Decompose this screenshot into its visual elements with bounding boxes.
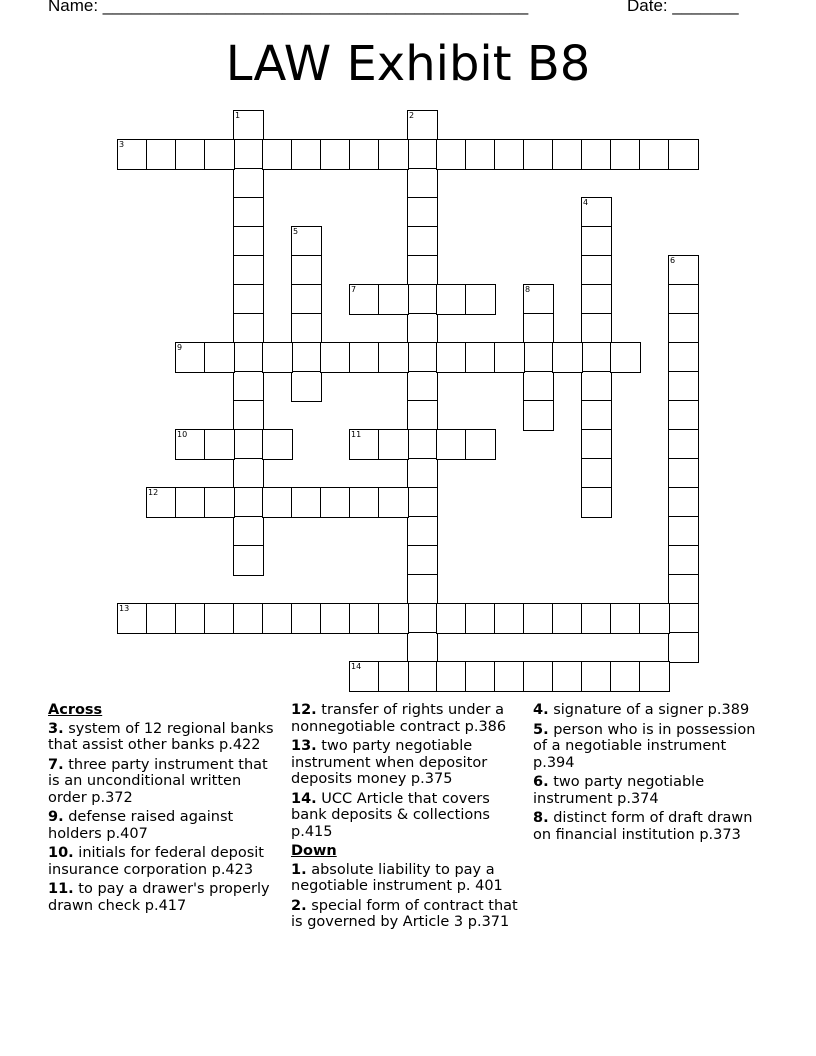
clue-text: defense raised against holders p.407: [48, 809, 234, 842]
grid-cell[interactable]: [639, 661, 670, 692]
grid-cell[interactable]: [291, 284, 322, 315]
clue-number-label: 3: [119, 140, 125, 149]
grid-cell[interactable]: [436, 603, 467, 634]
grid-cell[interactable]: [610, 139, 641, 170]
clue-number: 12.: [291, 702, 317, 718]
grid-cell[interactable]: [262, 342, 293, 373]
grid-cell[interactable]: [233, 197, 264, 228]
clue-number-label: 13: [119, 604, 130, 613]
grid-cell[interactable]: [436, 429, 467, 460]
clue-text: special form of contract that is governed by Article 3 p.371: [291, 897, 518, 930]
grid-cell[interactable]: [378, 661, 409, 692]
clue-text: two party negotiable instrument p.374: [533, 774, 705, 807]
grid-cell[interactable]: [668, 342, 699, 373]
grid-cell[interactable]: [465, 284, 496, 315]
clues-column-1: [48, 702, 278, 917]
grid-cell[interactable]: [581, 284, 612, 315]
grid-cell[interactable]: [465, 139, 496, 170]
grid-cell[interactable]: [291, 313, 322, 344]
clue-down-2: [291, 898, 523, 931]
grid-cell[interactable]: [581, 139, 612, 170]
clue-text: initials for federal deposit insurance corporation p.423: [48, 845, 264, 878]
grid-cell[interactable]: [581, 226, 612, 257]
grid-cell[interactable]: [175, 139, 206, 170]
grid-cell[interactable]: [523, 342, 554, 373]
grid-cell[interactable]: [407, 661, 438, 692]
grid-cell[interactable]: [523, 661, 554, 692]
grid-cell[interactable]: [407, 226, 438, 257]
clue-number-label: 6: [670, 256, 676, 265]
clue-number: 13.: [291, 738, 317, 754]
grid-cell[interactable]: [523, 139, 554, 170]
grid-cell[interactable]: [407, 574, 438, 605]
clue-number: 11.: [48, 881, 74, 897]
clue-number: 14.: [291, 790, 317, 807]
grid-cell[interactable]: [204, 603, 235, 634]
grid-cell[interactable]: [436, 284, 467, 315]
clues-column-2: [291, 702, 523, 934]
clue-text: two party negotiable instrument when depositor deposits money p.375: [291, 738, 488, 787]
clue-across-3: [48, 721, 278, 754]
clue-number: 6.: [533, 774, 549, 790]
grid-cell[interactable]: [465, 429, 496, 460]
grid-cell[interactable]: [581, 255, 612, 286]
grid-cell[interactable]: [668, 516, 699, 547]
clue-down-5: [533, 722, 769, 772]
clue-down-6: [533, 774, 769, 807]
name-line: Name: _____________________________________________: [48, 0, 529, 15]
grid-cell[interactable]: [233, 429, 264, 460]
grid-cell[interactable]: [407, 342, 438, 373]
grid-cell[interactable]: [349, 139, 380, 170]
clue-number: 4.: [533, 702, 549, 718]
grid-cell[interactable]: [407, 632, 438, 663]
across-heading: Across: [48, 702, 103, 718]
grid-cell[interactable]: [581, 342, 612, 373]
grid-cell[interactable]: [668, 603, 699, 634]
clue-text: transfer of rights under a nonnegotiable contract p.386: [291, 702, 507, 735]
grid-cell[interactable]: [233, 313, 264, 344]
grid-cell[interactable]: [668, 487, 699, 518]
grid-cell[interactable]: [146, 139, 177, 170]
grid-cell[interactable]: [639, 139, 670, 170]
date-line: Date: _______: [627, 0, 739, 15]
clue-number-label: 2: [409, 111, 415, 120]
grid-cell[interactable]: [204, 429, 235, 460]
clue-number-label: 7: [351, 285, 357, 294]
grid-cell[interactable]: [320, 139, 351, 170]
grid-cell[interactable]: [175, 487, 206, 518]
grid-cell[interactable]: [581, 458, 612, 489]
grid-cell[interactable]: [175, 603, 206, 634]
grid-cell[interactable]: [407, 313, 438, 344]
grid-cell[interactable]: [465, 342, 496, 373]
grid-cell[interactable]: [668, 574, 699, 605]
down-heading: Down: [291, 843, 337, 859]
grid-cell[interactable]: [262, 487, 293, 518]
clues-column-3: [533, 702, 769, 846]
grid-cell[interactable]: [581, 371, 612, 402]
grid-cell[interactable]: [407, 400, 438, 431]
grid-cell[interactable]: [407, 429, 438, 460]
clue-number-label: 12: [148, 488, 159, 497]
grid-cell[interactable]: [465, 603, 496, 634]
clue-number-label: 14: [351, 662, 362, 671]
grid-cell[interactable]: [668, 371, 699, 402]
clue-across-10: [48, 845, 278, 878]
clue-number: 7.: [48, 756, 64, 773]
grid-cell[interactable]: [146, 603, 177, 634]
clue-down-8: [533, 810, 769, 843]
grid-cell[interactable]: [581, 487, 612, 518]
grid-cell[interactable]: [204, 487, 235, 518]
grid-cell[interactable]: [407, 168, 438, 199]
grid-cell[interactable]: [262, 139, 293, 170]
grid-cell[interactable]: [233, 516, 264, 547]
grid-cell[interactable]: [320, 603, 351, 634]
clue-number: 10.: [48, 845, 74, 861]
clue-across-11: [48, 881, 278, 914]
clue-number: 9.: [48, 809, 64, 825]
clue-number: 5.: [533, 721, 549, 738]
grid-cell[interactable]: [610, 661, 641, 692]
grid-cell[interactable]: [233, 400, 264, 431]
clue-number-label: 9: [177, 343, 183, 352]
grid-cell[interactable]: [233, 371, 264, 402]
grid-cell[interactable]: [581, 400, 612, 431]
clue-number: 8.: [533, 810, 549, 826]
grid-cell[interactable]: [407, 371, 438, 402]
clue-across-7: [48, 757, 278, 807]
grid-cell[interactable]: [581, 313, 612, 344]
clue-text: system of 12 regional banks that assist other banks p.422: [48, 720, 274, 753]
clue-number-label: 8: [525, 285, 531, 294]
grid-cell[interactable]: [233, 458, 264, 489]
grid-cell[interactable]: [668, 139, 699, 170]
grid-cell[interactable]: [523, 400, 554, 431]
grid-cell[interactable]: [262, 429, 293, 460]
clue-text: to pay a drawer's properly drawn check p.417: [48, 881, 270, 914]
grid-cell[interactable]: [407, 255, 438, 286]
grid-cell[interactable]: [494, 661, 525, 692]
grid-cell[interactable]: [378, 342, 409, 373]
grid-cell[interactable]: [378, 284, 409, 315]
grid-cell[interactable]: [552, 139, 583, 170]
grid-cell[interactable]: [233, 545, 264, 576]
grid-cell[interactable]: [581, 661, 612, 692]
clue-text: absolute liability to pay a negotiable instrument p. 401: [291, 861, 503, 894]
grid-cell[interactable]: [668, 632, 699, 663]
grid-cell[interactable]: [494, 342, 525, 373]
grid-cell[interactable]: [668, 458, 699, 489]
clue-across-12: [291, 702, 523, 735]
grid-cell[interactable]: [407, 139, 438, 170]
grid-cell[interactable]: [639, 603, 670, 634]
grid-cell[interactable]: [436, 342, 467, 373]
grid-cell[interactable]: [523, 313, 554, 344]
grid-cell[interactable]: [291, 603, 322, 634]
grid-cell[interactable]: [436, 139, 467, 170]
grid-cell[interactable]: [668, 429, 699, 460]
grid-cell[interactable]: [291, 342, 322, 373]
clue-down-1: [291, 862, 523, 895]
grid-cell[interactable]: [291, 371, 322, 402]
grid-cell[interactable]: [610, 342, 641, 373]
page-title: LAW Exhibit B8: [225, 36, 591, 92]
grid-cell[interactable]: [523, 603, 554, 634]
clue-number: 2.: [291, 897, 307, 914]
grid-cell[interactable]: [233, 284, 264, 315]
grid-cell[interactable]: [407, 516, 438, 547]
grid-cell[interactable]: [378, 139, 409, 170]
grid-cell[interactable]: [523, 371, 554, 402]
grid-cell[interactable]: [407, 197, 438, 228]
grid-cell[interactable]: [291, 139, 322, 170]
grid-cell[interactable]: [349, 603, 380, 634]
clue-across-14: [291, 791, 523, 841]
grid-cell[interactable]: [407, 545, 438, 576]
grid-cell[interactable]: [378, 487, 409, 518]
clue-text: distinct form of draft drawn on financial institution p.373: [533, 810, 753, 843]
grid-cell[interactable]: [552, 603, 583, 634]
grid-cell[interactable]: [407, 458, 438, 489]
grid-cell[interactable]: [291, 487, 322, 518]
clue-number-label: 1: [235, 111, 241, 120]
grid-cell[interactable]: [494, 603, 525, 634]
clue-across-9: [48, 809, 278, 842]
clue-number-label: 4: [583, 198, 589, 207]
grid-cell[interactable]: [668, 400, 699, 431]
grid-cell[interactable]: [204, 342, 235, 373]
grid-cell[interactable]: [204, 139, 235, 170]
grid-cell[interactable]: [378, 603, 409, 634]
grid-cell[interactable]: [233, 603, 264, 634]
grid-cell[interactable]: [233, 226, 264, 257]
clue-number-label: 11: [351, 430, 362, 439]
clue-number-label: 5: [293, 227, 299, 236]
grid-cell[interactable]: [407, 603, 438, 634]
grid-cell[interactable]: [262, 603, 293, 634]
clue-number-label: 10: [177, 430, 188, 439]
grid-cell[interactable]: [668, 545, 699, 576]
grid-cell[interactable]: [610, 603, 641, 634]
grid-cell[interactable]: [320, 342, 351, 373]
grid-cell[interactable]: [320, 487, 351, 518]
clue-text: UCC Article that covers bank deposits & collections p.415: [291, 790, 490, 840]
clue-number: 1.: [291, 861, 307, 878]
grid-cell[interactable]: [233, 168, 264, 199]
grid-cell[interactable]: [233, 342, 264, 373]
grid-cell[interactable]: [581, 603, 612, 634]
grid-cell[interactable]: [378, 429, 409, 460]
clue-across-13: [291, 738, 523, 788]
grid-cell[interactable]: [436, 661, 467, 692]
clue-text: person who is in possession of a negotiable instrument p.394: [533, 721, 756, 771]
grid-cell[interactable]: [349, 342, 380, 373]
clue-text: three party instrument that is an unconditional written order p.372: [48, 756, 268, 806]
grid-cell[interactable]: [233, 139, 264, 170]
grid-cell[interactable]: [581, 429, 612, 460]
grid-cell[interactable]: [407, 487, 438, 518]
grid-cell[interactable]: [233, 487, 264, 518]
grid-cell[interactable]: [668, 284, 699, 315]
grid-cell[interactable]: [552, 342, 583, 373]
clue-down-4: [533, 702, 769, 719]
grid-cell[interactable]: [668, 313, 699, 344]
grid-cell[interactable]: [552, 661, 583, 692]
grid-cell[interactable]: [291, 255, 322, 286]
grid-cell[interactable]: [465, 661, 496, 692]
clue-text: signature of a signer p.389: [553, 702, 750, 718]
grid-cell[interactable]: [233, 255, 264, 286]
grid-cell[interactable]: [494, 139, 525, 170]
clue-number: 3.: [48, 720, 64, 737]
grid-cell[interactable]: [407, 284, 438, 315]
grid-cell[interactable]: [349, 487, 380, 518]
